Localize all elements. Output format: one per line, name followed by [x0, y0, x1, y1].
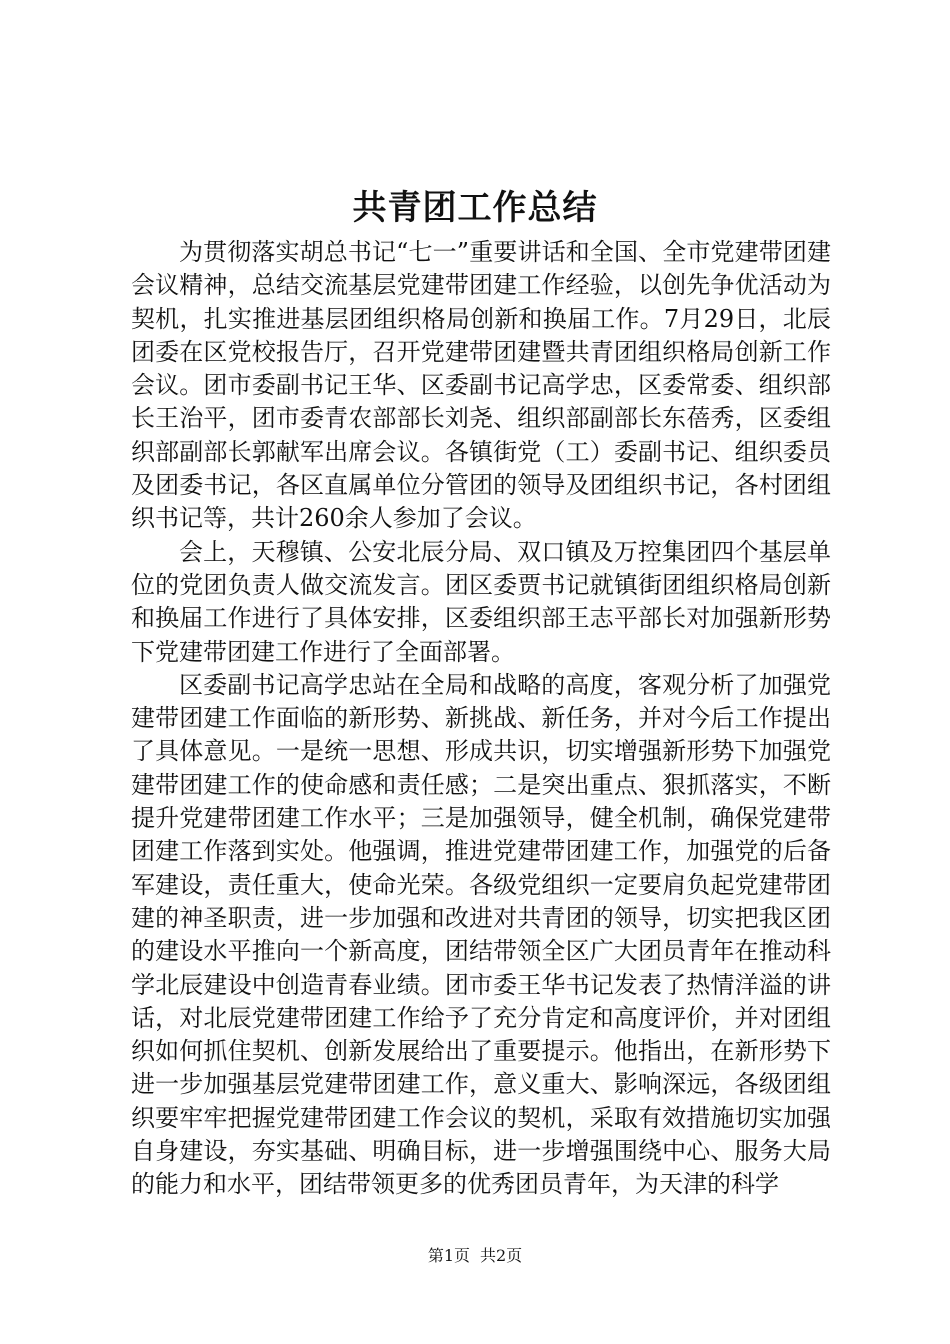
document-title: 共青团工作总结 [352, 188, 598, 228]
paragraph-3: 区委副书记高学忠站在全局和战略的高度，客观分析了加强党建带团建工作面临的新形势、新挑战、新任务，并对今后工作提出了具体意见。一是统一思想、形成共识，切实增强新形势下加强党建带团建工作的使命感和责任感；二是突出重点、狠抓落实，不断提升党建带团建工作水平；三是加强领导，健全机制，确保党建带团建工作落到实处。他强调，推进党建带团建工作，加强党的后备军建设，责任重大，使命光荣。各级党组织一定要肩负起党建带团建的神圣职责，进一步加强和改进对共青团的领导，切实把我区团的建设水平推向一个新高度，团结带领全区广大团员青年在推动科学北辰建设中创造青春业绩。团市委王华书记发表了热情洋溢的讲话，对北辰党建带团建工作给予了充分肯定和高度评价，并对团组织如何抓住契机、创新发展给出了重要提示。他指出，在新形势下进一步加强基层党建带团建工作，意义重大、影响深远，各级团组织要牢牢把握党建带团建工作会议的契机，采取有效措施切实加强自身建设，夯实基础、明确目标，进一步增强围绕中心、服务大局的能力和水平，团结带领更多的优秀团员青年，为天津的科学 [131, 670, 831, 1199]
page-footer [0, 1244, 950, 1268]
paragraph-1: 为贯彻落实胡总书记“七一”重要讲话和全国、全市党建带团建会议精神，总结交流基层党建带团建工作经验，以创先争优活动为契机，扎实推进基层团组织格局创新和换届工作。7月29日，北辰团委在区党校报告厅，召开党建带团建暨共青团组织格局创新工作会议。团市委副书记王华、区委副书记高学忠，区委常委、组织部长王治平，团市委青农部部长刘尧、组织部副部长东蓓秀，区委组织部副部长郭献军出席会议。各镇街党（工）委副书记、组织委员及团委书记，各区直属单位分管团的领导及团组织书记，各村团组织书记等，共计260余人参加了会议。 [131, 238, 831, 533]
page-count: 共2页 [480, 1246, 523, 1265]
document-body [131, 236, 831, 1202]
page-number: 第1页 [427, 1246, 470, 1265]
paragraph-2: 会上，天穆镇、公安北辰分局、双口镇及万控集团四个基层单位的党团负责人做交流发言。团区委贾书记就镇街团组织格局创新和换届工作进行了具体安排，区委组织部王志平部长对加强新形势下党建带团建工作进行了全面部署。 [131, 537, 831, 666]
